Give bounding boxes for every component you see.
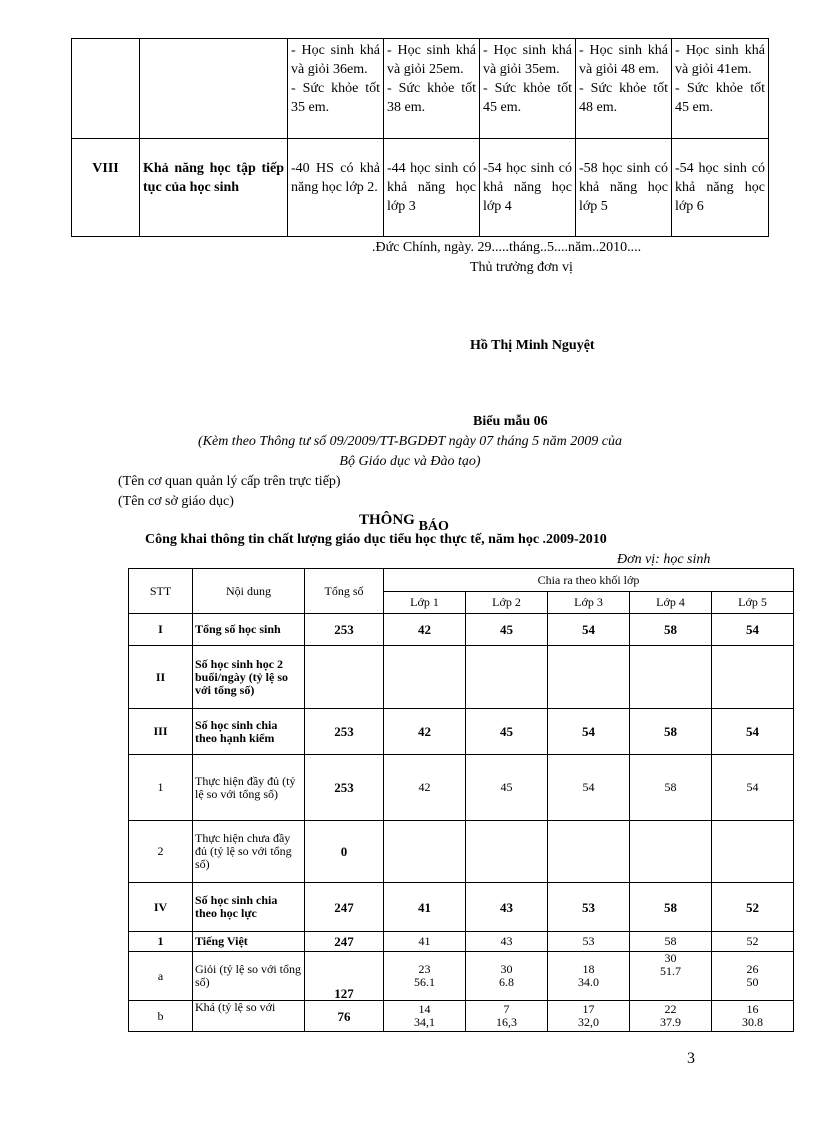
table-cell: -44 học sinh có khả năng học lớp 3 bbox=[384, 139, 480, 237]
value-percent: 30.8 bbox=[742, 1015, 764, 1029]
row-name: Khả năng học tập tiếp tục của học sinh bbox=[140, 139, 288, 237]
row-stt: IV bbox=[129, 883, 193, 932]
row-total: 247 bbox=[305, 932, 384, 952]
row-value: 54 bbox=[548, 709, 630, 755]
value-percent: 50 bbox=[746, 975, 759, 989]
notice-word-1: THÔNG bbox=[359, 512, 415, 528]
row-value: 54 bbox=[548, 755, 630, 821]
agency-label: (Tên cơ sở giáo dục) bbox=[118, 494, 234, 509]
value-count: 16 bbox=[746, 1002, 759, 1016]
row-total: 247 bbox=[305, 883, 384, 932]
table-cell bbox=[288, 39, 384, 139]
row-value bbox=[548, 1001, 630, 1032]
header-grade-2: Lớp 2 bbox=[466, 592, 548, 614]
cell-text: - Học sinh khá và giỏi 36em. bbox=[291, 43, 380, 77]
cell-text: - Sức khỏe tốt 48 em. bbox=[579, 81, 668, 115]
cell-text: - Sức khỏe tốt 35 em. bbox=[291, 81, 380, 115]
row-total: 76 bbox=[305, 1001, 384, 1032]
value-count: 30 bbox=[500, 962, 513, 976]
row-value: 42 bbox=[384, 755, 466, 821]
table-cell bbox=[576, 39, 672, 139]
row-stt: 2 bbox=[129, 821, 193, 883]
parent-agency-label: (Tên cơ quan quản lý cấp trên trực tiếp) bbox=[118, 474, 341, 489]
row-value: 58 bbox=[630, 614, 712, 646]
header-grade-3: Lớp 3 bbox=[548, 592, 630, 614]
value-count: 17 bbox=[582, 1002, 595, 1016]
table-row bbox=[129, 932, 794, 952]
row-value: 58 bbox=[630, 709, 712, 755]
row-value bbox=[712, 952, 794, 1001]
row-value bbox=[630, 821, 712, 883]
header-content: Nội dung bbox=[193, 569, 305, 614]
row-label: Số học sinh chia theo học lực bbox=[193, 883, 305, 932]
value-percent: 34,1 bbox=[414, 1015, 435, 1029]
row-stt: VIII bbox=[72, 139, 140, 237]
row-value: 45 bbox=[466, 755, 548, 821]
row-value: 42 bbox=[384, 614, 466, 646]
row-value bbox=[466, 1001, 548, 1032]
notice-subtitle: Công khai thông tin chất lượng giáo dục tiểu học thực tế, năm học .2009-2010 bbox=[145, 532, 607, 547]
table-cell: -58 học sinh có khả năng học lớp 5 bbox=[576, 139, 672, 237]
row-label: Thực hiện chưa đầy đủ (tỷ lệ so với tổng số) bbox=[193, 821, 305, 883]
row-value bbox=[384, 646, 466, 709]
page-number: 3 bbox=[687, 1050, 695, 1067]
row-value: 58 bbox=[630, 932, 712, 952]
row-total bbox=[305, 646, 384, 709]
row-value: 54 bbox=[712, 614, 794, 646]
row-value bbox=[712, 821, 794, 883]
row-stt: III bbox=[129, 709, 193, 755]
row-total: 127 bbox=[305, 952, 384, 1001]
value-count: 7 bbox=[503, 1002, 510, 1016]
form-reference-line2: Bộ Giáo dục và Đào tạo) bbox=[339, 454, 481, 469]
value-percent: 6.8 bbox=[499, 975, 514, 989]
row-value: 52 bbox=[712, 932, 794, 952]
cell-text: - Học sinh khá và giỏi 41em. bbox=[675, 43, 765, 77]
cell-text: - Học sinh khá và giỏi 35em. bbox=[483, 43, 572, 77]
row-name bbox=[140, 39, 288, 139]
row-value: 45 bbox=[466, 709, 548, 755]
row-label: Số học sinh chia theo hạnh kiểm bbox=[193, 709, 305, 755]
table-cell bbox=[384, 39, 480, 139]
row-value: 42 bbox=[384, 709, 466, 755]
row-value bbox=[466, 646, 548, 709]
header-grade-1: Lớp 1 bbox=[384, 592, 466, 614]
row-label: Khá (tỷ lệ so với bbox=[193, 1001, 305, 1032]
signature-name: Hồ Thị Minh Nguyệt bbox=[470, 338, 595, 353]
row-total: 253 bbox=[305, 614, 384, 646]
row-value: 54 bbox=[548, 614, 630, 646]
row-total: 0 bbox=[305, 821, 384, 883]
cell-text: - Học sinh khá và giỏi 48 em. bbox=[579, 43, 668, 77]
value-percent: 51.7 bbox=[660, 964, 681, 978]
row-value: 58 bbox=[630, 755, 712, 821]
row-label: Số học sinh học 2 buổi/ngày (tỷ lệ so với tổng số) bbox=[193, 646, 305, 709]
header-grade-group: Chia ra theo khối lớp bbox=[384, 569, 794, 592]
row-value bbox=[548, 646, 630, 709]
row-label: Tổng số học sinh bbox=[193, 614, 305, 646]
value-count: 18 bbox=[582, 962, 595, 976]
unit-label: Đơn vị: học sinh bbox=[617, 552, 711, 567]
table-row bbox=[129, 1001, 794, 1032]
value-percent: 37.9 bbox=[660, 1015, 681, 1029]
row-stt: I bbox=[129, 614, 193, 646]
activities-table bbox=[71, 38, 769, 237]
table-row bbox=[72, 39, 769, 139]
table-row bbox=[129, 755, 794, 821]
row-value: 41 bbox=[384, 883, 466, 932]
row-value bbox=[630, 646, 712, 709]
table-row bbox=[129, 952, 794, 1001]
value-percent: 32,0 bbox=[578, 1015, 599, 1029]
row-value bbox=[466, 821, 548, 883]
value-percent: 56.1 bbox=[414, 975, 435, 989]
row-value: 41 bbox=[384, 932, 466, 952]
table-row bbox=[129, 883, 794, 932]
table-row bbox=[72, 139, 769, 237]
cell-text: - Sức khỏe tốt 45 em. bbox=[675, 81, 765, 115]
header-grade-4: Lớp 4 bbox=[630, 592, 712, 614]
row-value: 52 bbox=[712, 883, 794, 932]
cell-text: - Học sinh khá và giỏi 25em. bbox=[387, 43, 476, 77]
row-stt: 1 bbox=[129, 932, 193, 952]
notice-word-2: BÁO bbox=[418, 519, 449, 534]
table-row bbox=[129, 646, 794, 709]
row-value bbox=[630, 1001, 712, 1032]
row-value bbox=[384, 952, 466, 1001]
cell-text: - Sức khỏe tốt 45 em. bbox=[483, 81, 572, 115]
row-label: Thực hiện đầy đủ (tỷ lệ so với tổng số) bbox=[193, 755, 305, 821]
header-stt: STT bbox=[129, 569, 193, 614]
row-value bbox=[466, 952, 548, 1001]
row-value bbox=[712, 646, 794, 709]
form-code: Biểu mẫu 06 bbox=[473, 414, 548, 429]
row-label: Giỏi (tỷ lệ so với tổng số) bbox=[193, 952, 305, 1001]
row-stt bbox=[72, 39, 140, 139]
row-stt: a bbox=[129, 952, 193, 1001]
row-value bbox=[712, 1001, 794, 1032]
table-cell bbox=[480, 39, 576, 139]
table-cell: -54 học sinh có khả năng học lớp 4 bbox=[480, 139, 576, 237]
value-count: 26 bbox=[746, 962, 759, 976]
table-cell bbox=[672, 39, 769, 139]
row-value: 53 bbox=[548, 932, 630, 952]
row-total: 253 bbox=[305, 755, 384, 821]
row-value bbox=[384, 1001, 466, 1032]
table-row bbox=[129, 709, 794, 755]
value-count: 22 bbox=[664, 1002, 677, 1016]
table-cell: -54 học sinh có khả năng học lớp 6 bbox=[672, 139, 769, 237]
row-stt: II bbox=[129, 646, 193, 709]
quality-table bbox=[128, 568, 794, 1032]
row-stt: 1 bbox=[129, 755, 193, 821]
row-value: 54 bbox=[712, 709, 794, 755]
header-grade-5: Lớp 5 bbox=[712, 592, 794, 614]
table-row bbox=[129, 821, 794, 883]
value-percent: 16,3 bbox=[496, 1015, 517, 1029]
cell-text: - Sức khỏe tốt 38 em. bbox=[387, 81, 476, 115]
row-value: 53 bbox=[548, 883, 630, 932]
signature-date: .Đức Chính, ngày. 29.....tháng..5....năm..2010.... bbox=[372, 240, 642, 255]
row-total: 253 bbox=[305, 709, 384, 755]
row-value bbox=[384, 821, 466, 883]
row-value: 43 bbox=[466, 883, 548, 932]
notice-title bbox=[359, 512, 449, 534]
signature-title: Thủ trưởng đơn vị bbox=[470, 260, 573, 275]
value-count: 14 bbox=[418, 1002, 431, 1016]
form-reference-line1: (Kèm theo Thông tư số 09/2009/TT-BGDĐT ngày 07 tháng 5 năm 2009 của bbox=[197, 434, 622, 449]
table-row bbox=[129, 614, 794, 646]
row-value: 45 bbox=[466, 614, 548, 646]
header-total: Tổng số bbox=[305, 569, 384, 614]
row-value bbox=[548, 952, 630, 1001]
value-count: 23 bbox=[418, 962, 431, 976]
row-value bbox=[630, 952, 712, 1001]
header-row bbox=[129, 569, 794, 592]
row-label: Tiếng Việt bbox=[193, 932, 305, 952]
value-count: 30 bbox=[664, 951, 677, 965]
row-stt: b bbox=[129, 1001, 193, 1032]
row-value bbox=[548, 821, 630, 883]
row-value: 58 bbox=[630, 883, 712, 932]
table-cell: -40 HS có khả năng học lớp 2. bbox=[288, 139, 384, 237]
row-value: 43 bbox=[466, 932, 548, 952]
value-percent: 34.0 bbox=[578, 975, 599, 989]
row-value: 54 bbox=[712, 755, 794, 821]
